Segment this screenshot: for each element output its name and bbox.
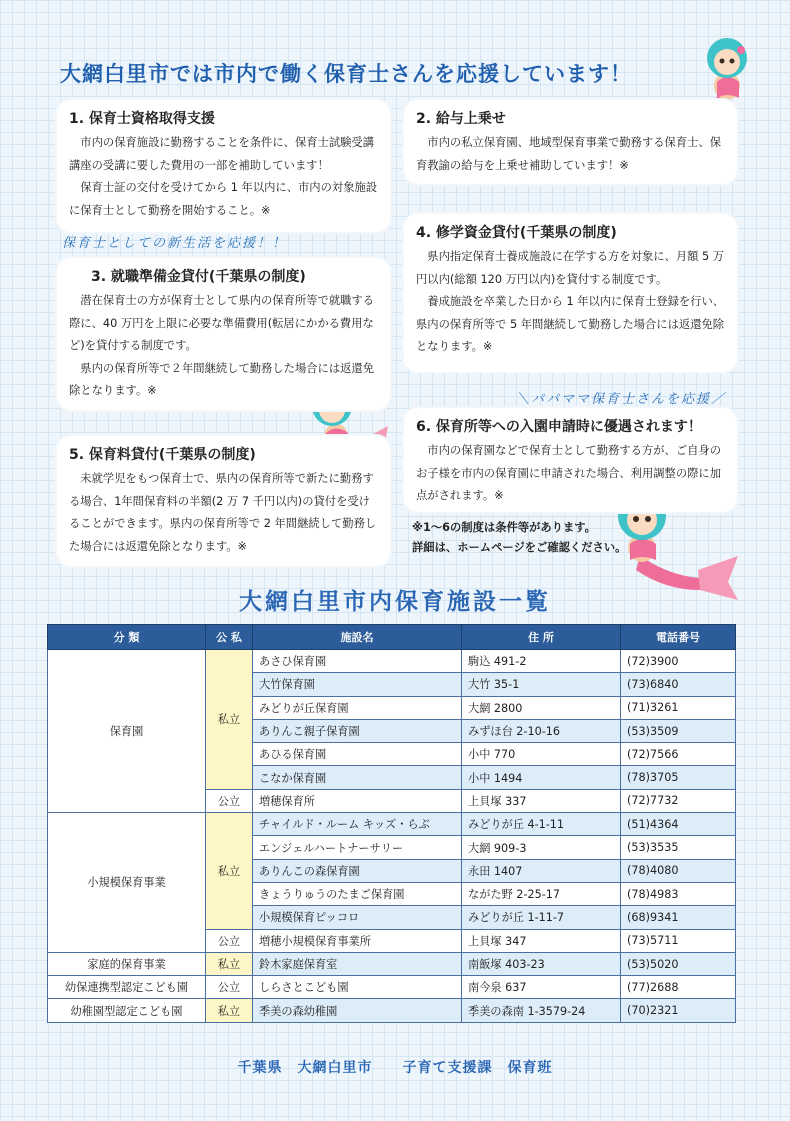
section-2-card	[404, 100, 737, 184]
table-row	[48, 813, 736, 836]
phone-cell: (71)3261	[621, 696, 736, 719]
section-4-text-2: 養成施設を卒業した日から 1 年以内に保育士登録を行い、県内の保育所等で 5 年間継続して勤務した場合には返還免除となります。※	[416, 295, 725, 353]
phone-cell: (53)5020	[621, 952, 736, 975]
phone-cell: (53)3509	[621, 719, 736, 742]
facility-name-cell: 大竹保育園	[253, 673, 462, 696]
facility-name-cell: こなか保育園	[253, 766, 462, 789]
ownership-cell: 公立	[206, 789, 253, 812]
section-4-text-1: 県内指定保育士養成施設に在学する方を対象に、月額 5 万円以内(総額 120 万円以内)を貸付する制度です。	[416, 250, 725, 286]
facility-name-cell: 増穂保育所	[253, 789, 462, 812]
ownership-cell: 公立	[206, 976, 253, 999]
conditions-note-line-2: 詳細は、ホームページをご確認ください。	[412, 541, 627, 554]
section-1-text-2: 保育士証の交付を受けてから 1 年以内に、市内の対象施設に保育士として勤務を開始すること。※	[69, 181, 378, 217]
header-facility-name: 施設名	[253, 625, 462, 650]
section-6-title: 6. 保育所等への入園申請時に優遇されます！	[416, 419, 702, 435]
script-note-parents: ＼パパママ保育士さんを応援／	[516, 392, 727, 407]
phone-cell: (72)7732	[621, 789, 736, 812]
address-cell: 上貝塚 337	[462, 789, 621, 812]
phone-cell: (73)6840	[621, 673, 736, 696]
address-cell: 駒込 491-2	[462, 650, 621, 673]
section-1-text-1: 市内の保育施設に勤務することを条件に、保育士試験受講講座の受講に要した費用の一部を補助しています！	[69, 136, 375, 172]
section-3-card	[57, 258, 390, 410]
facility-name-cell: あひる保育園	[253, 743, 462, 766]
phone-cell: (77)2688	[621, 976, 736, 999]
category-cell: 幼保連携型認定こども園	[48, 976, 206, 999]
category-cell: 家庭的保育事業	[48, 952, 206, 975]
facility-list-title: 大網白里市内保育施設一覧	[239, 589, 551, 615]
header-category: 分 類	[48, 625, 206, 650]
facility-name-cell: 鈴木家庭保育室	[253, 952, 462, 975]
phone-cell: (70)2321	[621, 999, 736, 1022]
facility-name-cell: きょうりゅうのたまご保育園	[253, 882, 462, 905]
facility-name-cell: あさひ保育園	[253, 650, 462, 673]
phone-cell: (78)4983	[621, 882, 736, 905]
footer-department: 千葉県 大網白里市 子育て支援課 保育班	[237, 1060, 553, 1076]
section-2-title: 2. 給与上乗せ	[416, 111, 506, 127]
ownership-cell: 私立	[206, 952, 253, 975]
address-cell: 小中 1494	[462, 766, 621, 789]
conditions-note	[412, 518, 626, 558]
section-3-text-1: 潜在保育士の方が保育士として県内の保育所等で就職する際に、40 万円を上限に必要な準備費用(転居にかかる費用など)を貸付する制度です。	[69, 294, 375, 352]
section-4-title: 4. 修学資金貸付(千葉県の制度)	[416, 225, 617, 241]
section-1-card	[57, 100, 390, 232]
phone-cell: (78)4080	[621, 859, 736, 882]
address-cell: みずほ台 2-10-16	[462, 719, 621, 742]
section-4-card	[404, 214, 737, 372]
table-row	[48, 976, 736, 999]
phone-cell: (53)3535	[621, 836, 736, 859]
facility-name-cell: 増穂小規模保育事業所	[253, 929, 462, 952]
script-note-new-life: 保育士としての新生活を応援！！	[62, 236, 288, 251]
facility-name-cell: しらさとこども園	[253, 976, 462, 999]
address-cell: 大竹 35-1	[462, 673, 621, 696]
table-row	[48, 999, 736, 1022]
address-cell: ながた野 2-25-17	[462, 882, 621, 905]
address-cell: 南飯塚 403-23	[462, 952, 621, 975]
facility-name-cell: エンジェルハートナーサリー	[253, 836, 462, 859]
phone-cell: (51)4364	[621, 813, 736, 836]
category-cell: 小規模保育事業	[48, 813, 206, 953]
section-5-text-1: 未就学児をもつ保育士で、県内の保育所等で新たに勤務する場合、1年間保育料の半額(2 万 7 千円以内)の貸付を受けることができます。県内の保育所等で 2 年間継続して勤務した場合には返還免除となります。※	[69, 472, 377, 553]
category-cell: 保育園	[48, 650, 206, 813]
ownership-cell: 公立	[206, 929, 253, 952]
address-cell: 小中 770	[462, 743, 621, 766]
header-phone: 電話番号	[621, 625, 736, 650]
table-header-row	[48, 625, 736, 650]
section-6-text-1: 市内の保育園などで保育士として勤務する方が、ご自身のお子様を市内の保育園に申請された場合、利用調整の際に加点がされます。※	[416, 444, 722, 502]
phone-cell: (72)7566	[621, 743, 736, 766]
table-row	[48, 650, 736, 673]
phone-cell: (73)5711	[621, 929, 736, 952]
section-3-title: 3. 就職準備金貸付(千葉県の制度)	[91, 269, 306, 285]
phone-cell: (68)9341	[621, 906, 736, 929]
facility-name-cell: ありんこ親子保育園	[253, 719, 462, 742]
page-headline: 大網白里市では市内で働く保育士さんを応援しています！	[60, 62, 632, 86]
section-2-text-1: 市内の私立保育園、地域型保育事業で勤務する保育士、保育教諭の給与を上乗せ補助しています！※	[416, 136, 722, 172]
address-cell: 大網 2800	[462, 696, 621, 719]
address-cell: 上貝塚 347	[462, 929, 621, 952]
phone-cell: (72)3900	[621, 650, 736, 673]
section-3-text-2: 県内の保育所等で２年間継続して勤務した場合には返還免除となります。※	[69, 361, 375, 397]
ownership-cell: 私立	[206, 650, 253, 790]
section-5-title: 5. 保育料貸付(千葉県の制度)	[69, 447, 256, 463]
table-row	[48, 952, 736, 975]
conditions-note-line-1: ※1～6の制度は条件等があります。	[412, 521, 596, 534]
section-1-title: 1. 保育士資格取得支援	[69, 111, 215, 127]
facility-name-cell: 季美の森幼稚園	[253, 999, 462, 1022]
header-ownership: 公 私	[206, 625, 253, 650]
ownership-cell: 私立	[206, 999, 253, 1022]
facility-name-cell: チャイルド・ルーム キッズ・らぶ	[253, 813, 462, 836]
address-cell: みどりが丘 1-11-7	[462, 906, 621, 929]
address-cell: みどりが丘 4-1-11	[462, 813, 621, 836]
category-cell: 幼稚園型認定こども園	[48, 999, 206, 1022]
address-cell: 南今泉 637	[462, 976, 621, 999]
address-cell: 永田 1407	[462, 859, 621, 882]
facility-name-cell: ありんこの森保育園	[253, 859, 462, 882]
facility-name-cell: 小規模保育ピッコロ	[253, 906, 462, 929]
address-cell: 季美の森南 1-3579-24	[462, 999, 621, 1022]
section-6-card	[404, 408, 737, 512]
header-address: 住 所	[462, 625, 621, 650]
facility-table	[47, 624, 736, 1023]
section-5-card	[57, 436, 390, 566]
address-cell: 大網 909-3	[462, 836, 621, 859]
ownership-cell: 私立	[206, 813, 253, 929]
facility-name-cell: みどりが丘保育園	[253, 696, 462, 719]
phone-cell: (78)3705	[621, 766, 736, 789]
